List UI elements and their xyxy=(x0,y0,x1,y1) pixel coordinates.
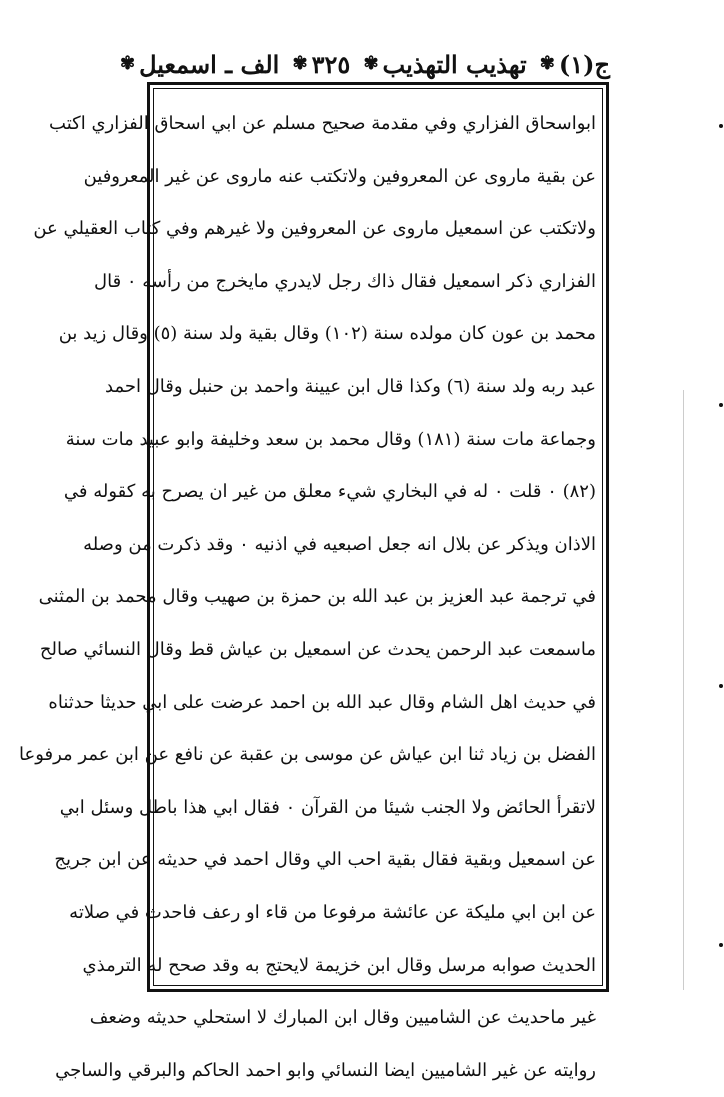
text-line: روايته عن غير الشاميين ايضا النسائي وابو احمد الحاكم والبرقي والساجي xyxy=(55,1059,596,1081)
scan-mark xyxy=(719,124,723,128)
section-group xyxy=(120,50,279,79)
scan-mark xyxy=(719,684,723,688)
text-line: عن ابن ابي مليكة عن عائشة مرفوعا من قاء او رعف فاحدث في صلاته xyxy=(69,901,596,923)
text-line: في حديث اهل الشام وقال عبد الله بن احمد عرضت على ابي حديثا حدثناه xyxy=(48,691,596,713)
flower-ornament-icon: ✾ xyxy=(539,53,555,74)
text-line: (٨٢) ٠ قلت ٠ له في البخاري شيء معلق من غير ان يصرح به كقوله في xyxy=(63,481,596,503)
volume-label: ج(١) xyxy=(558,49,610,79)
text-line: عن بقية ماروى عن المعروفين ولاتكتب عنه ماروى عن غير المعروفين xyxy=(83,165,596,187)
volume-label-group xyxy=(540,50,610,79)
text-line: عن اسمعيل وبقية فقال بقية احب الي وقال احمد في حديثه عن ابن جريج xyxy=(54,849,596,871)
main-text xyxy=(18,98,596,1081)
text-line: الفزاري ذكر اسمعيل فقال ذاك رجل لايدري مايخرج من رأسه ٠ قال xyxy=(94,270,596,292)
text-line: ماسمعت عبد الرحمن يحدث عن اسمعيل بن عياش قط وقال النسائي صالح xyxy=(39,638,596,660)
text-line: وجماعة مات سنة (١٨١) وقال محمد بن سعد وخليفة وابو عبيد مات سنة xyxy=(65,428,596,450)
text-line: ولاتكتب عن اسمعيل ماروى عن المعروفين ولا غيرهم وفي كتاب العقيلي عن xyxy=(33,218,596,240)
flower-ornament-icon: ✾ xyxy=(292,53,308,74)
text-line: الفضل بن زياد ثنا ابن عياش عن موسى بن عقبة عن نافع عن ابن عمر مرفوعا xyxy=(18,744,596,766)
scan-margin-rule xyxy=(683,390,684,990)
text-line: الحديث صوابه مرسل وقال ابن خزيمة لايحتج به وقد صحح له الترمذي xyxy=(82,954,596,976)
text-line: في ترجمة عبد العزيز بن عبد الله بن حمزة بن صهيب وقال محمد بن المثنى xyxy=(38,586,596,608)
page-header xyxy=(120,44,610,84)
text-line: غير ماحديث عن الشاميين وقال ابن المبارك لا استحلي حديثه وضعف xyxy=(89,1007,596,1029)
text-line: عبد ربه ولد سنة (٦) وكذا قال ابن عيينة واحمد بن حنبل وقال احمد xyxy=(105,375,596,397)
flower-ornament-icon: ✾ xyxy=(120,53,136,74)
text-line: الاذان ويذكر عن بلال انه جعل اصبعيه في اذنيه ٠ وقد ذكرت من وصله xyxy=(83,533,596,555)
text-line: ابواسحاق الفزاري وفي مقدمة صحيح مسلم عن ابي اسحاق الفزاري اكتب xyxy=(49,113,596,134)
text-line: لاتقرأ الحائض ولا الجنب شيئا من القرآن ٠ فقال ابي هذا باطل وسئل ابي xyxy=(59,796,596,818)
flower-ornament-icon: ✾ xyxy=(363,53,379,74)
book-title-group xyxy=(363,50,526,79)
book-title: تهذيب التهذيب xyxy=(382,49,527,79)
scan-mark xyxy=(719,943,723,947)
page-number: ٣٢٥ xyxy=(311,49,351,79)
scan-mark xyxy=(719,403,723,407)
page-number-group xyxy=(293,50,351,79)
text-line: محمد بن عون كان مولده سنة (١٠٢) وقال بقية ولد سنة (٥) وقال زيد بن xyxy=(58,323,596,345)
section-heading: الف ـ اسمعيل xyxy=(139,49,280,79)
